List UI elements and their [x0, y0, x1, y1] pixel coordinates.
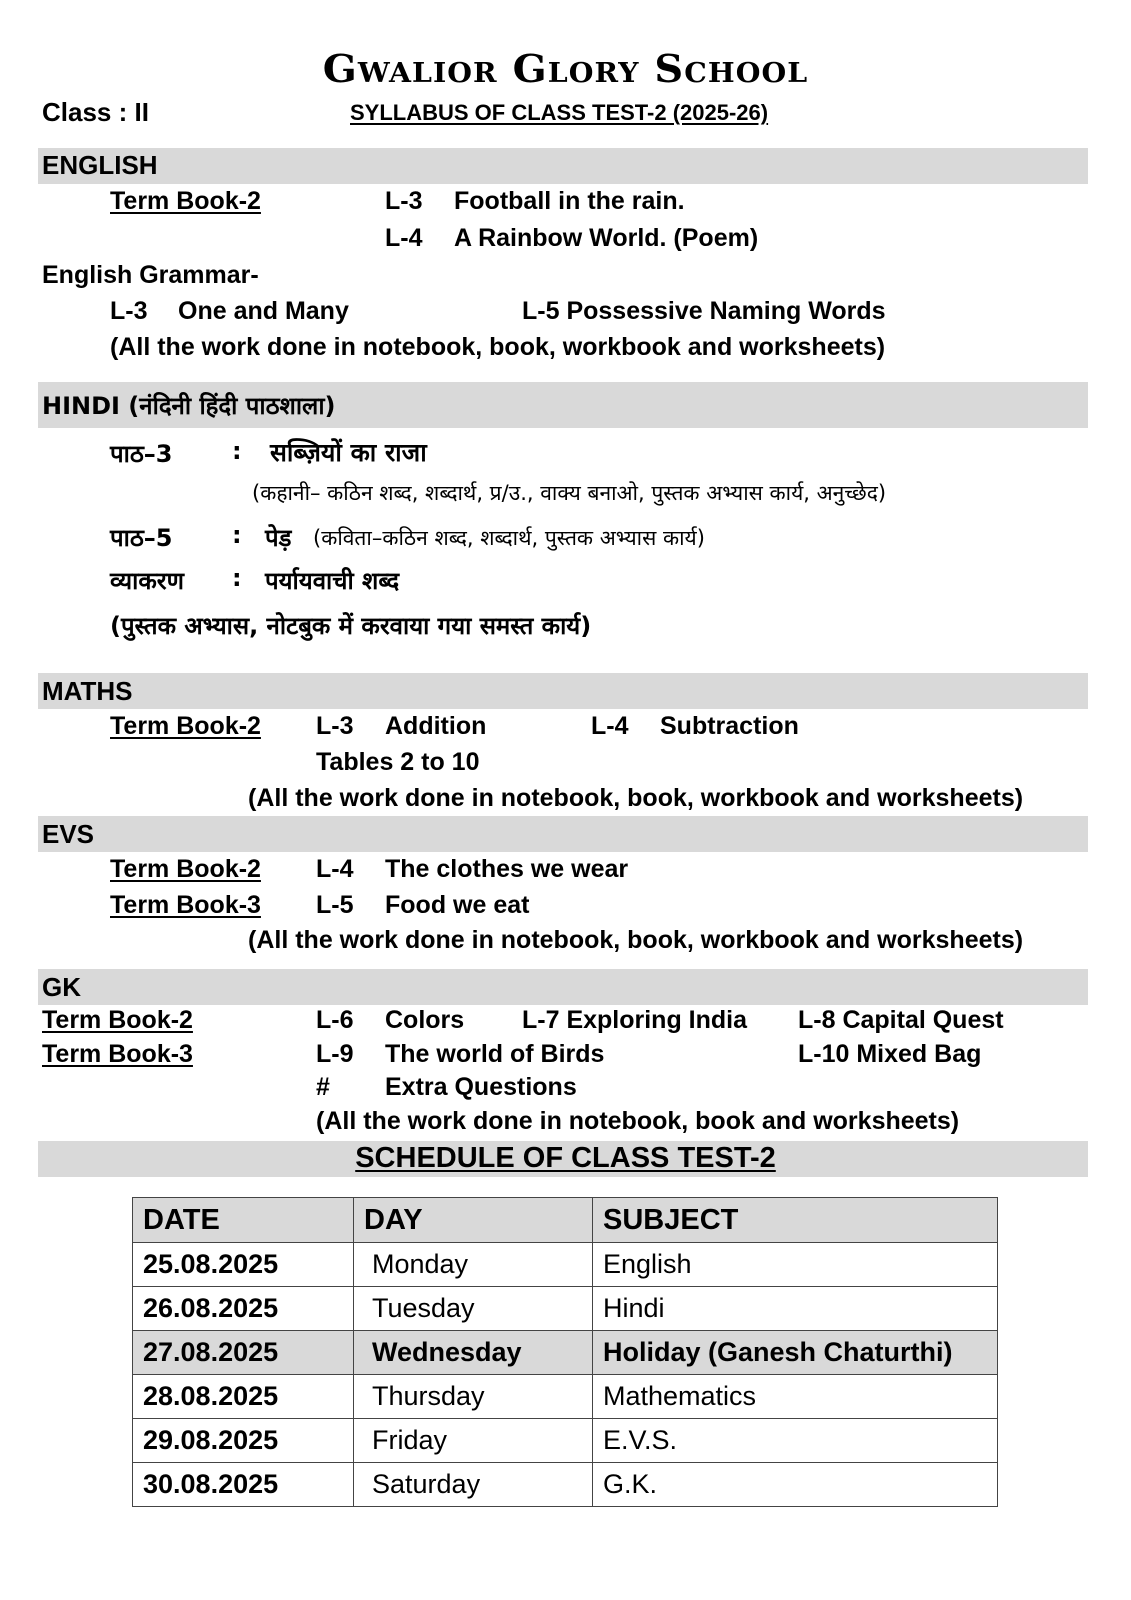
hindi-grammar-sep: : [232, 564, 242, 592]
row-day: Monday [354, 1243, 593, 1287]
row-day: Saturday [354, 1463, 593, 1507]
evs-band [38, 816, 1088, 852]
schedule-header-row [133, 1198, 998, 1243]
gk-heading: GK [42, 972, 81, 1002]
english-grammar-l5: L-5 Possessive Naming Words [522, 297, 886, 325]
hindi-note: (पुस्तक अभ्यास, नोटबुक में करवाया गया समस्त कार्य) [110, 612, 592, 640]
hindi-p5-detail: (कविता–कठिन शब्द, शब्दार्थ, पुस्तक अभ्यास कार्य) [313, 526, 705, 550]
hindi-grammar-title: पर्यायवाची शब्द [265, 567, 400, 595]
row-subject: Mathematics [593, 1375, 998, 1419]
english-l3-code: L-3 [385, 187, 423, 215]
gk-l6-code: L-6 [316, 1006, 354, 1034]
maths-tables: Tables 2 to 10 [316, 748, 480, 776]
evs-term-book-2: Term Book-2 [110, 855, 261, 883]
evs-term-book-3: Term Book-3 [110, 891, 261, 919]
english-term-book: Term Book-2 [110, 187, 261, 215]
header-date: DATE [133, 1198, 354, 1243]
maths-l3-title: Addition [385, 712, 487, 740]
maths-heading: MATHS [42, 676, 133, 706]
gk-extra-title: Extra Questions [385, 1073, 577, 1101]
gk-term-book-2: Term Book-2 [42, 1006, 193, 1034]
row-date: 25.08.2025 [133, 1243, 354, 1287]
hindi-p5-title: पेड़ [265, 524, 292, 552]
schedule-table [132, 1197, 998, 1507]
maths-l4-title: Subtraction [660, 712, 799, 740]
row-day: Thursday [354, 1375, 593, 1419]
class-label: Class : II [42, 97, 149, 127]
row-subject: Hindi [593, 1287, 998, 1331]
schedule-title: SCHEDULE OF CLASS TEST-2 [355, 1142, 776, 1174]
maths-band [38, 673, 1088, 709]
evs-heading: EVS [42, 819, 95, 849]
row-day: Tuesday [354, 1287, 593, 1331]
english-l4-title: A Rainbow World. (Poem) [454, 224, 759, 252]
english-note: (All the work done in notebook, book, workbook and worksheets) [110, 333, 886, 361]
row-date: 28.08.2025 [133, 1375, 354, 1419]
table-row [133, 1419, 998, 1463]
english-l4-code: L-4 [385, 224, 423, 252]
maths-l4-code: L-4 [591, 712, 629, 740]
gk-l6-title: Colors [385, 1006, 465, 1034]
english-grammar-heading: English Grammar- [42, 261, 259, 289]
gk-note: (All the work done in notebook, book and worksheets) [316, 1107, 960, 1135]
syllabus-title: SYLLABUS OF CLASS TEST-2 (2025-26) [350, 100, 769, 125]
row-subject: E.V.S. [593, 1419, 998, 1463]
hindi-heading: HINDI (नंदिनी हिंदी पाठशाला) [42, 392, 336, 420]
hindi-p5-sep: : [232, 521, 242, 549]
table-row [133, 1463, 998, 1507]
english-grammar-l3-title: One and Many [178, 297, 349, 325]
gk-l10: L-10 Mixed Bag [798, 1040, 982, 1068]
gk-l7: L-7 Exploring India [522, 1006, 748, 1034]
gk-l8: L-8 Capital Quest [798, 1006, 1004, 1034]
row-date: 30.08.2025 [133, 1463, 354, 1507]
header-day: DAY [354, 1198, 593, 1243]
maths-l3-code: L-3 [316, 712, 354, 740]
maths-term-book: Term Book-2 [110, 712, 261, 740]
hindi-p3-title: सब्ज़ियों का राजा [270, 438, 427, 467]
gk-l9-title: The world of Birds [385, 1040, 605, 1068]
gk-term-book-3: Term Book-3 [42, 1040, 193, 1068]
hindi-p5-label: पाठ–5 [110, 524, 173, 552]
row-subject: Holiday (Ganesh Chaturthi) [593, 1331, 998, 1375]
header-subject: SUBJECT [593, 1198, 998, 1243]
row-day: Friday [354, 1419, 593, 1463]
evs-l5-title: Food we eat [385, 891, 530, 919]
gk-extra-code: # [316, 1073, 330, 1101]
table-row-holiday [133, 1331, 998, 1375]
gk-band [38, 969, 1088, 1005]
gk-l9-code: L-9 [316, 1040, 354, 1068]
evs-l4-code: L-4 [316, 855, 354, 883]
table-row [133, 1287, 998, 1331]
hindi-p3-label: पाठ–3 [110, 440, 173, 468]
english-grammar-l3-code: L-3 [110, 297, 148, 325]
row-date: 29.08.2025 [133, 1419, 354, 1463]
row-subject: English [593, 1243, 998, 1287]
english-band [38, 148, 1088, 184]
school-name: Gwalior Glory School [322, 46, 809, 91]
english-heading: ENGLISH [42, 150, 158, 180]
evs-note: (All the work done in notebook, book, workbook and worksheets) [248, 926, 1024, 954]
table-row [133, 1243, 998, 1287]
evs-l5-code: L-5 [316, 891, 354, 919]
hindi-p3-sep: : [232, 437, 242, 465]
hindi-p3-detail: (कहानी– कठिन शब्द, शब्दार्थ, प्र/उ., वाक्य बनाओ, पुस्तक अभ्यास कार्य, अनुच्छेद) [252, 481, 887, 505]
row-day: Wednesday [354, 1331, 593, 1375]
hindi-grammar-label: व्याकरण [110, 567, 184, 595]
row-date: 26.08.2025 [133, 1287, 354, 1331]
evs-l4-title: The clothes we wear [385, 855, 629, 883]
maths-note: (All the work done in notebook, book, workbook and worksheets) [248, 784, 1024, 812]
row-date: 27.08.2025 [133, 1331, 354, 1375]
table-row [133, 1375, 998, 1419]
row-subject: G.K. [593, 1463, 998, 1507]
english-l3-title: Football in the rain. [454, 187, 685, 215]
